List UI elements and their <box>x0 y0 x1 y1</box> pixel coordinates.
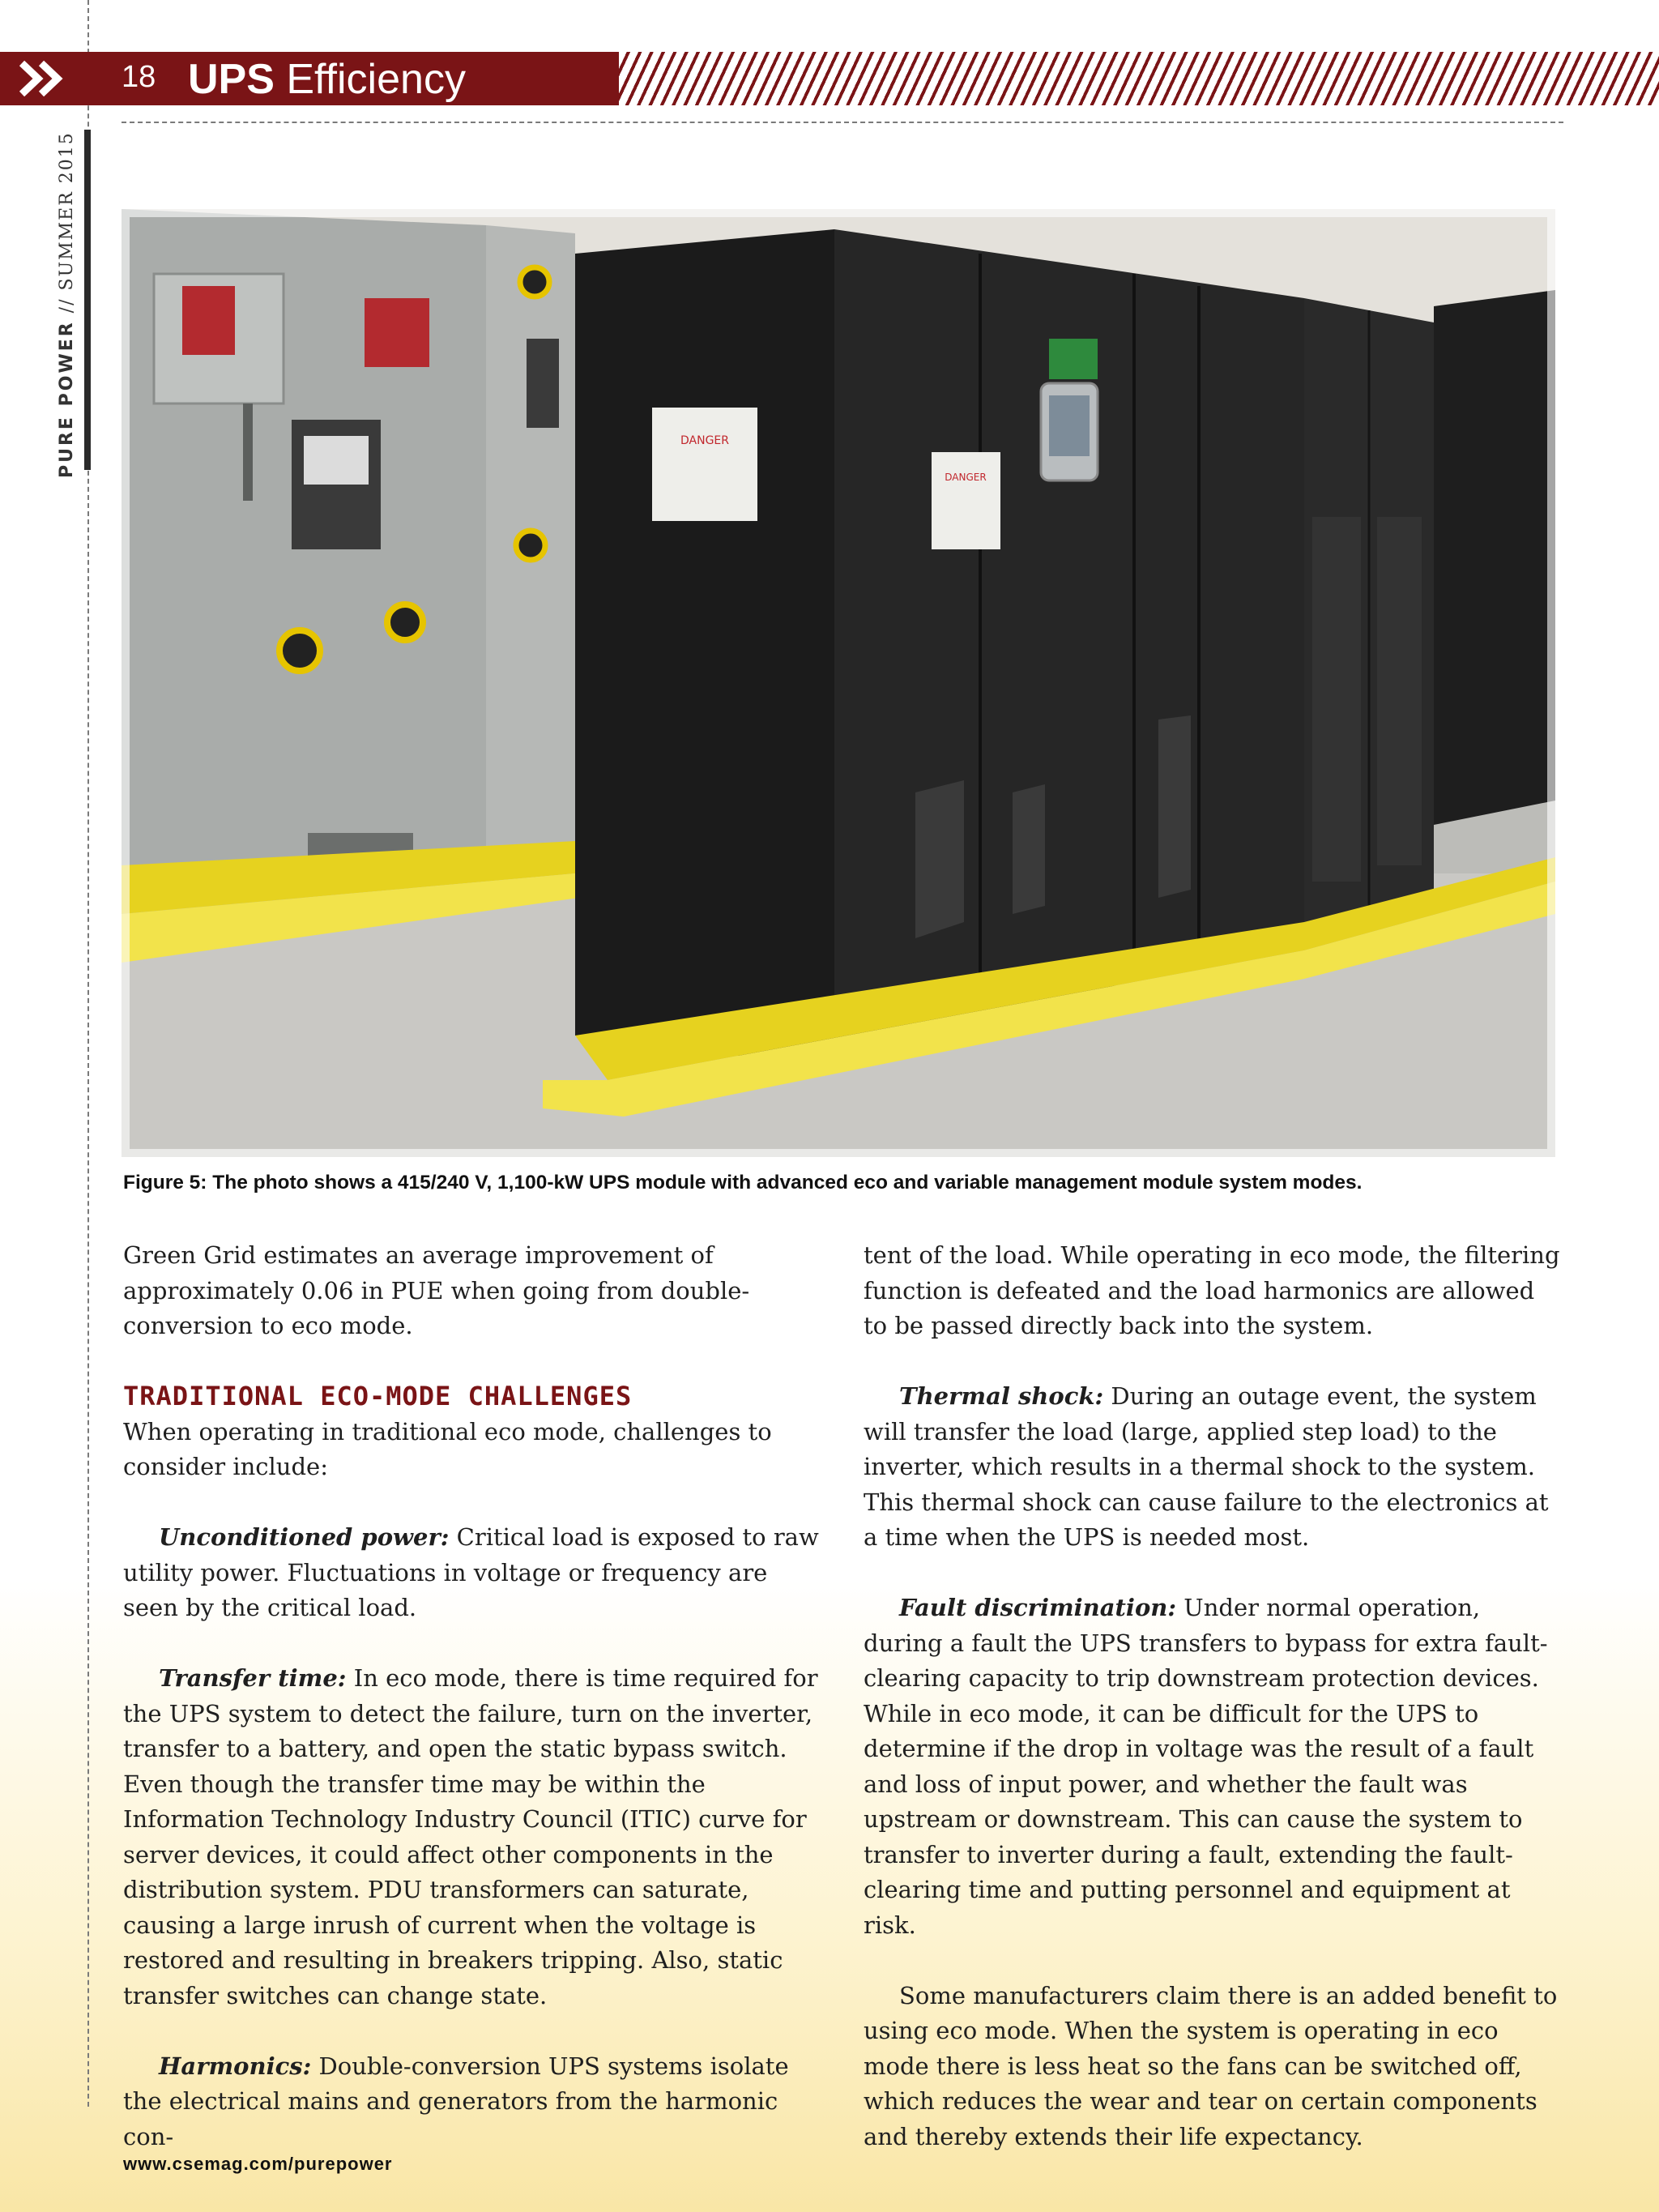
sidebar-accent-bar <box>84 130 91 470</box>
harmonics-text: Double-conversion UPS systems isolate the electrical mains and generators from the harmonic con- <box>123 2052 789 2150</box>
publication-name: PURE POWER <box>57 320 77 478</box>
sidebar-publication-label <box>57 131 77 478</box>
article-right-column <box>864 1238 1560 2190</box>
double-chevron-right-icon <box>0 52 84 105</box>
term-harmonics: Harmonics: <box>159 2052 312 2080</box>
left-paragraph-1: Green Grid estimates an average improvement of approximately 0.06 in PUE when going from double-conversion to eco mode. <box>123 1241 750 1339</box>
fault-discrimination-paragraph <box>864 1591 1560 1943</box>
term-thermal-shock: Thermal shock: <box>899 1382 1104 1410</box>
page-number: 18 <box>122 60 156 94</box>
section-title-rest: Efficiency <box>274 56 466 103</box>
footer-url-link[interactable]: www.csemag.com/purepower <box>123 2154 393 2174</box>
danger-sign-1-label: DANGER <box>680 434 730 447</box>
issue-separator: // <box>57 290 77 321</box>
left-paragraph-2: When operating in traditional eco mode, challenges to consider include: <box>123 1417 772 1480</box>
transfer-time-paragraph <box>123 1661 820 2013</box>
header-dashed-rule <box>122 122 1563 123</box>
term-transfer-time: Transfer time: <box>159 1664 347 1692</box>
issue-date: SUMMER 2015 <box>57 131 77 291</box>
danger-sign-2-label: DANGER <box>945 472 987 483</box>
thermal-shock-paragraph <box>864 1379 1560 1556</box>
section-title <box>188 55 466 104</box>
fault-discrimination-text: Under normal operation, during a fault the UPS transfers to bypass for extra fault-clearing capacity to trip downstream protection devices. While in eco mode, it can be difficult for the UPS to determine if the drop in voltage was the result of a fault and loss of input power, and whether the fault was upstream or downstream. This can cause the system to transfer to inverter during a fault, extending the fault-clearing time and putting personnel and equipment at risk. <box>864 1594 1548 1939</box>
article-left-column <box>123 1238 820 2190</box>
figure-caption: Figure 5: The photo shows a 415/240 V, 1,100-kW UPS module with advanced eco and variable management module system modes. <box>123 1172 1363 1194</box>
unconditioned-power-paragraph <box>123 1520 820 1626</box>
unconditioned-power-text: Critical load is exposed to raw utility power. Fluctuations in voltage or frequency are seen by the critical load. <box>123 1523 819 1621</box>
section-title-bold: UPS <box>188 56 275 103</box>
transfer-time-text: In eco mode, there is time required for the UPS system to detect the failure, turn on the inverter, transfer to a battery, and open the static bypass switch. Even though the transfer time may be within the Information Technology Industry Council (ITIC) curve for server devices, it could affect other components in the distribution system. PDU transformers can saturate, causing a large inrush of current when the voltage is restored and resulting in breakers tripping. Also, static transfer switches can change state. <box>123 1664 818 2009</box>
section-heading: TRADITIONAL ECO-MODE CHALLENGES <box>123 1381 633 1411</box>
eco-mode-benefit-paragraph: Some manufacturers claim there is an added benefit to using eco mode. When the system is operating in eco mode there is less heat so the fans can be switched off, which reduces the wear and tear on certain components and thereby extends their life expectancy. <box>864 1981 1558 2150</box>
right-paragraph-1: tent of the load. While operating in eco mode, the filtering function is defeated and the load harmonics are allowed to be passed directly back into the system. <box>864 1241 1560 1339</box>
harmonics-paragraph <box>123 2049 820 2155</box>
term-unconditioned-power: Unconditioned power: <box>159 1523 450 1551</box>
term-fault-discrimination: Fault discrimination: <box>899 1594 1177 1621</box>
ups-module-photo <box>122 209 1555 1157</box>
section-header <box>0 52 1659 105</box>
thermal-shock-text: During an outage event, the system will transfer the load (large, applied step load) to the inverter, which results in a thermal shock to the system. This thermal shock can cause failure to the electronics at a time when the UPS is needed most. <box>864 1382 1549 1551</box>
